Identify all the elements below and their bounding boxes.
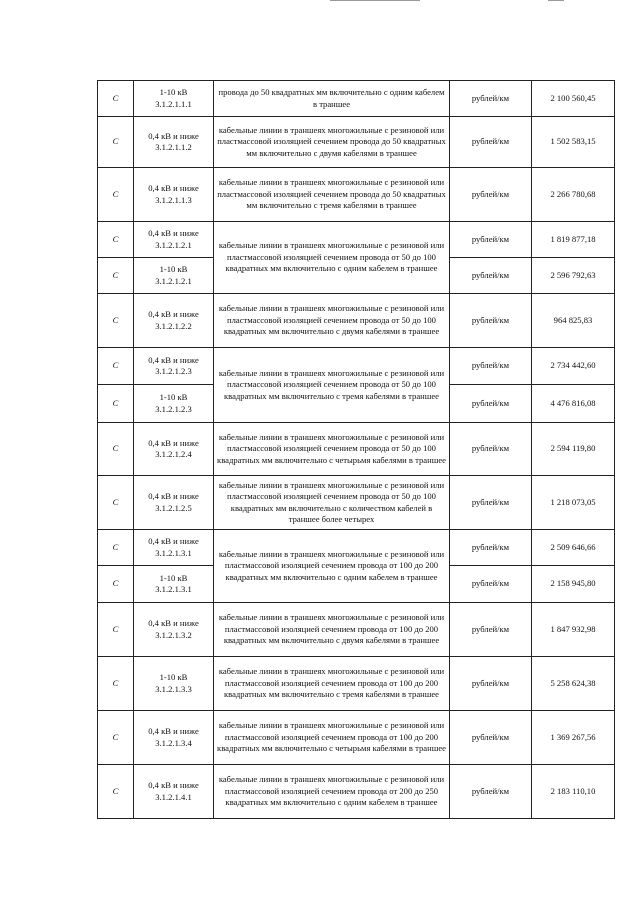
category-letter: С	[98, 294, 134, 348]
voltage-level: 0,4 кВ и ниже	[148, 309, 199, 320]
category-letter: С	[98, 603, 134, 657]
voltage-cell	[134, 603, 214, 657]
value-cell: 964 825,83	[532, 294, 615, 348]
item-code: 3.1.2.1.2.2	[155, 320, 192, 331]
category-letter: С	[98, 765, 134, 819]
category-letter: С	[98, 222, 134, 258]
unit-cell: рублей/км	[450, 476, 532, 530]
category-letter: С	[98, 711, 134, 765]
table-row	[98, 530, 615, 566]
description-cell: кабельные линии в траншеях многожильные с резиновой или пластмассовой изоляцией сечением провода от 200 до 250 квадратных мм включительно с одним кабелем в траншее	[214, 765, 450, 819]
voltage-level: 0,4 кВ и ниже	[148, 780, 199, 791]
voltage-level: 0,4 кВ и ниже	[148, 183, 199, 194]
value-cell: 2 734 442,60	[532, 348, 615, 385]
table-row	[98, 765, 615, 819]
category-letter: С	[98, 566, 134, 603]
voltage-cell	[134, 348, 214, 385]
voltage-cell	[134, 385, 214, 423]
item-code: 3.1.2.1.3.4	[155, 737, 192, 748]
voltage-level: 1-10 кВ	[159, 392, 188, 403]
unit-cell: рублей/км	[450, 603, 532, 657]
value-cell: 2 509 646,66	[532, 530, 615, 566]
voltage-level: 1-10 кВ	[159, 572, 188, 583]
description-cell: кабельные линии в траншеях многожильные с резиновой или пластмассовой изоляцией сечением провода от 50 до 100 квадратных мм включительно с одним кабелем в траншее	[214, 222, 450, 294]
unit-cell: рублей/км	[450, 423, 532, 476]
unit-cell: рублей/км	[450, 657, 532, 711]
voltage-level: 0,4 кВ и ниже	[148, 130, 199, 141]
description-cell: кабельные линии в траншеях многожильные с резиновой или пластмассовой изоляцией сечением провода от 50 до 100 квадратных мм включительно с количеством кабелей в траншее более четырех	[214, 476, 450, 530]
table-row	[98, 711, 615, 765]
category-letter: С	[98, 657, 134, 711]
scan-edge-mark	[548, 0, 564, 1]
category-letter: С	[98, 117, 134, 168]
unit-cell: рублей/км	[450, 348, 532, 385]
description-cell: кабельные линии в траншеях многожильные с резиновой или пластмассовой изоляцией сечением провода от 50 до 100 квадратных мм включительно с тремя кабелями в траншее	[214, 348, 450, 423]
table-row	[98, 348, 615, 385]
table-row	[98, 423, 615, 476]
description-cell: кабельные линии в траншеях многожильные с резиновой или пластмассовой изоляцией сечением провода от 100 до 200 квадратных мм включительно с одним кабелем в траншее	[214, 530, 450, 603]
value-cell: 2 594 119,80	[532, 423, 615, 476]
voltage-cell	[134, 168, 214, 222]
table-row	[98, 168, 615, 222]
voltage-cell	[134, 711, 214, 765]
unit-cell: рублей/км	[450, 566, 532, 603]
category-letter: С	[98, 530, 134, 566]
unit-cell: рублей/км	[450, 294, 532, 348]
category-letter: С	[98, 168, 134, 222]
voltage-level: 1-10 кВ	[159, 672, 188, 683]
unit-cell: рублей/км	[450, 385, 532, 423]
value-cell: 2 100 560,45	[532, 81, 615, 117]
table-row	[98, 222, 615, 258]
unit-cell: рублей/км	[450, 765, 532, 819]
voltage-cell	[134, 222, 214, 258]
voltage-level: 1-10 кВ	[159, 87, 188, 98]
scan-edge-mark	[330, 0, 420, 1]
voltage-level: 0,4 кВ и ниже	[148, 228, 199, 239]
item-code: 3.1.2.1.3.2	[155, 629, 192, 640]
voltage-cell	[134, 258, 214, 294]
item-code: 3.1.2.1.4.1	[155, 791, 192, 802]
table-row	[98, 657, 615, 711]
unit-cell: рублей/км	[450, 117, 532, 168]
description-cell: кабельные линии в траншеях многожильные с резиновой или пластмассовой изоляцией сечением провода от 100 до 200 квадратных мм включительно с тремя кабелями в траншее	[214, 657, 450, 711]
value-cell: 5 258 624,38	[532, 657, 615, 711]
value-cell: 2 158 945,80	[532, 566, 615, 603]
voltage-cell	[134, 657, 214, 711]
voltage-cell	[134, 81, 214, 117]
item-code: 3.1.2.1.2.1	[155, 275, 192, 286]
description-cell: кабельные линии в траншеях многожильные с резиновой или пластмассовой изоляцией сечением провода от 50 до 100 квадратных мм включительно с двумя кабелями в траншее	[214, 294, 450, 348]
unit-cell: рублей/км	[450, 222, 532, 258]
category-letter: С	[98, 348, 134, 385]
item-code: 3.1.2.1.1.3	[155, 194, 192, 205]
value-cell: 1 819 877,18	[532, 222, 615, 258]
voltage-cell	[134, 765, 214, 819]
voltage-level: 0,4 кВ и ниже	[148, 437, 199, 448]
value-cell: 1 218 073,05	[532, 476, 615, 530]
category-letter: С	[98, 385, 134, 423]
voltage-cell	[134, 476, 214, 530]
voltage-cell	[134, 566, 214, 603]
item-code: 3.1.2.1.1.2	[155, 142, 192, 152]
item-code: 3.1.2.1.2.4	[155, 449, 192, 459]
description-cell: кабельные линии в траншеях многожильные с резиновой или пластмассовой изоляцией сечением провода до 50 квадратных мм включительно с тремя кабелями в траншее	[214, 168, 450, 222]
voltage-level: 0,4 кВ и ниже	[148, 354, 199, 365]
table-row	[98, 294, 615, 348]
item-code: 3.1.2.1.2.3	[155, 403, 192, 414]
description-cell: кабельные линии в траншеях многожильные с резиновой или пластмассовой изоляцией сечением провода до 50 квадратных мм включительно с двумя кабелями в траншее	[214, 117, 450, 168]
item-code: 3.1.2.1.2.1	[155, 239, 192, 250]
category-letter: С	[98, 476, 134, 530]
voltage-level: 0,4 кВ и ниже	[148, 726, 199, 737]
value-cell: 2 183 110,10	[532, 765, 615, 819]
value-cell: 1 502 583,15	[532, 117, 615, 168]
unit-cell: рублей/км	[450, 530, 532, 566]
table-row	[98, 81, 615, 117]
unit-cell: рублей/км	[450, 258, 532, 294]
tariff-table	[97, 80, 615, 819]
item-code: 3.1.2.1.2.5	[155, 502, 192, 513]
table-row	[98, 117, 615, 168]
description-cell: провода до 50 квадратных мм включительно с одним кабелем в траншее	[214, 81, 450, 117]
item-code: 3.1.2.1.1.1	[155, 98, 192, 109]
voltage-cell	[134, 423, 214, 476]
item-code: 3.1.2.1.3.1	[155, 547, 192, 558]
table-row	[98, 476, 615, 530]
voltage-level: 1-10 кВ	[159, 264, 188, 275]
category-letter: С	[98, 258, 134, 294]
description-cell: кабельные линии в траншеях многожильные с резиновой или пластмассовой изоляцией сечением провода от 100 до 200 квадратных мм включительно с двумя кабелями в траншее	[214, 603, 450, 657]
item-code: 3.1.2.1.3.3	[155, 683, 192, 694]
voltage-cell	[134, 530, 214, 566]
item-code: 3.1.2.1.2.3	[155, 366, 192, 376]
unit-cell: рублей/км	[450, 81, 532, 117]
voltage-level: 0,4 кВ и ниже	[148, 491, 199, 502]
voltage-cell	[134, 294, 214, 348]
description-cell: кабельные линии в траншеях многожильные с резиновой или пластмассовой изоляцией сечением провода от 100 до 200 квадратных мм включительно с четырьмя кабелями в траншее	[214, 711, 450, 765]
unit-cell: рублей/км	[450, 711, 532, 765]
value-cell: 2 266 780,68	[532, 168, 615, 222]
value-cell: 2 596 792,63	[532, 258, 615, 294]
voltage-level: 0,4 кВ и ниже	[148, 536, 199, 547]
value-cell: 4 476 816,08	[532, 385, 615, 423]
unit-cell: рублей/км	[450, 168, 532, 222]
voltage-level: 0,4 кВ и ниже	[148, 618, 199, 629]
category-letter: С	[98, 81, 134, 117]
description-cell: кабельные линии в траншеях многожильные с резиновой или пластмассовой изоляцией сечением провода от 50 до 100 квадратных мм включительно с четырьмя кабелями в траншее	[214, 423, 450, 476]
voltage-cell	[134, 117, 214, 168]
table-row	[98, 603, 615, 657]
value-cell: 1 369 267,56	[532, 711, 615, 765]
item-code: 3.1.2.1.3.1	[155, 584, 192, 594]
category-letter: С	[98, 423, 134, 476]
value-cell: 1 847 932,98	[532, 603, 615, 657]
